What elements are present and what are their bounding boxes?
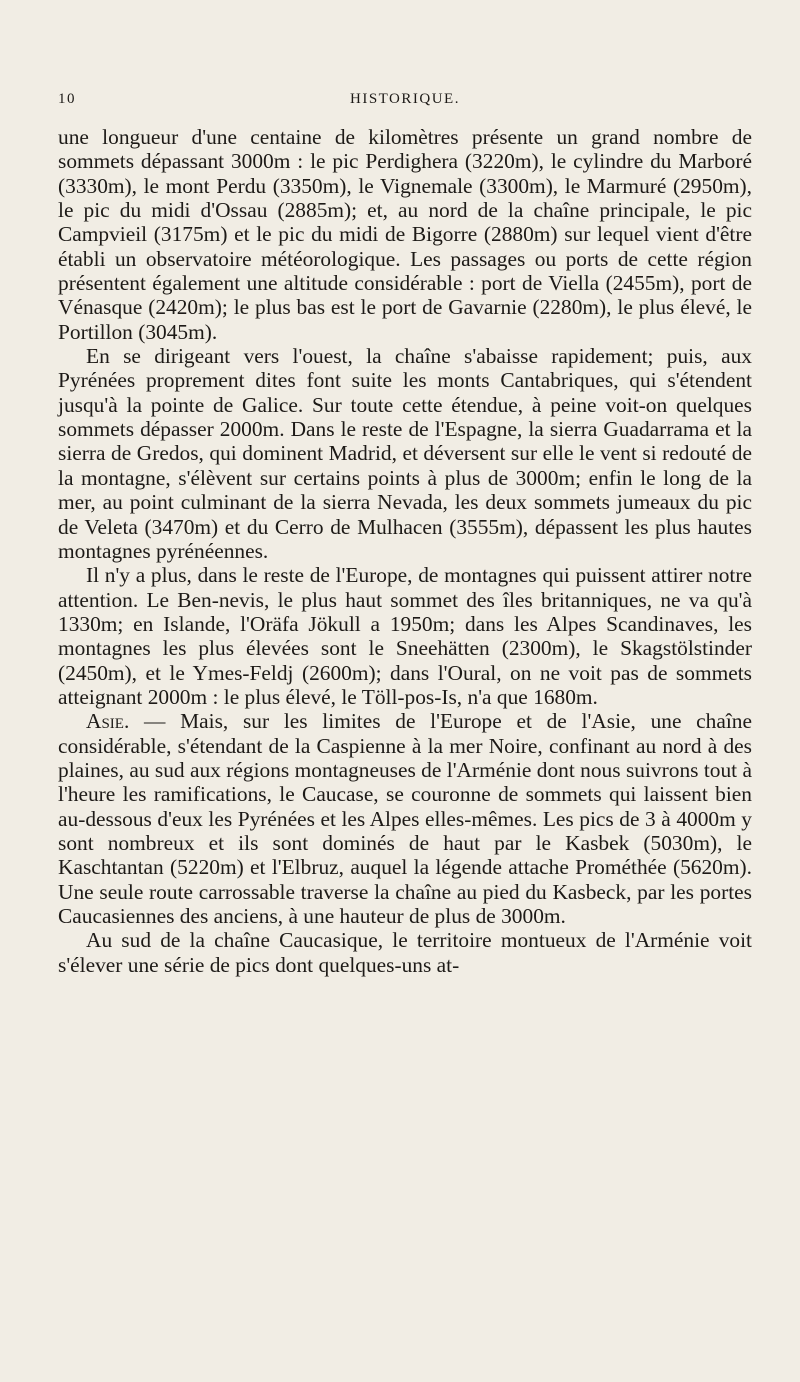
- section-lead-asie: Asie.: [86, 709, 130, 734]
- paragraph-4: [58, 709, 752, 928]
- paragraph-5: Au sud de la chaîne Caucasique, le territoire montueux de l'Arménie voit s'élever une série de pics dont quelques-uns at-: [58, 928, 752, 977]
- paragraph-1: une longueur d'une centaine de kilomètres présente un grand nombre de sommets dépassant 3000m : le pic Perdighera (3220m), le cylindre du Marboré (3330m), le mont Perdu (3350m), le Vignemale (3300m), le Marmuré (2950m), le pic du midi d'Ossau (2885m); et, au nord de la chaîne principale, le pic Campvieil (3175m) et le pic du midi de Bigorre (2880m) sur lequel vient d'être établi un observatoire météorologique. Les passages ou ports de cette région présentent également une altitude considérable : port de Viella (2455m), port de Vénasque (2420m); le plus bas est le port de Gavarnie (2280m), le plus élevé, le Portillon (3045m).: [58, 125, 752, 344]
- paragraph-2: En se dirigeant vers l'ouest, la chaîne s'abaisse rapidement; puis, aux Pyrénées proprement dites font suite les monts Cantabriques, qui s'étendent jusqu'à la pointe de Galice. Sur toute cette étendue, à peine voit-on quelques sommets dépasser 2000m. Dans le reste de l'Espagne, la sierra Guadarrama et la sierra de Gredos, qui dominent Madrid, et déversent sur elle le vent si redouté de la montagne, s'élèvent sur certains points à plus de 3000m; enfin le long de la mer, au point culminant de la sierra Nevada, les deux sommets jumeaux du pic de Veleta (3470m) et du Cerro de Mulhacen (3555m), dépassent les plus hautes montagnes pyrénéennes.: [58, 344, 752, 563]
- page-number: 10: [58, 91, 76, 107]
- paragraph-4-text: — Mais, sur les limites de l'Europe et de l'Asie, une chaîne considérable, s'étendant de la Caspienne à la mer Noire, confinant au nord à des plaines, au sud aux régions montagneuses de l'Arménie dont nous suivrons tout à l'heure les ramifications, le Caucase, se couronne de sommets qui laissent bien au-dessous d'eux les Pyrénées et les Alpes elles-mêmes. Les pics de 3 à 4000m y sont nombreux et ils sont dominés de haut par le Kasbek (5030m), le Kaschtantan (5220m) et l'Elbruz, auquel la légende attache Prométhée (5620m). Une seule route carrossable traverse la chaîne au pied du Kasbeck, par les portes Caucasiennes des anciens, à une hauteur de plus de 3000m.: [58, 709, 752, 928]
- paragraph-3: Il n'y a plus, dans le reste de l'Europe, de montagnes qui puissent attirer notre attention. Le Ben-nevis, le plus haut sommet des îles britanniques, ne va qu'à 1330m; en Islande, l'Oräfa Jökull a 1950m; dans les Alpes Scandinaves, les montagnes les plus élevées sont le Sneehätten (2300m), le Skagstölstinder (2450m), et le Ymes-Feldj (2600m); dans l'Oural, on ne voit pas de sommets atteignant 2000m : le plus élevé, le Töll-pos-Is, n'a que 1680m.: [58, 563, 752, 709]
- running-title: HISTORIQUE.: [350, 91, 460, 107]
- body-text: [58, 125, 752, 977]
- running-head: [58, 91, 752, 113]
